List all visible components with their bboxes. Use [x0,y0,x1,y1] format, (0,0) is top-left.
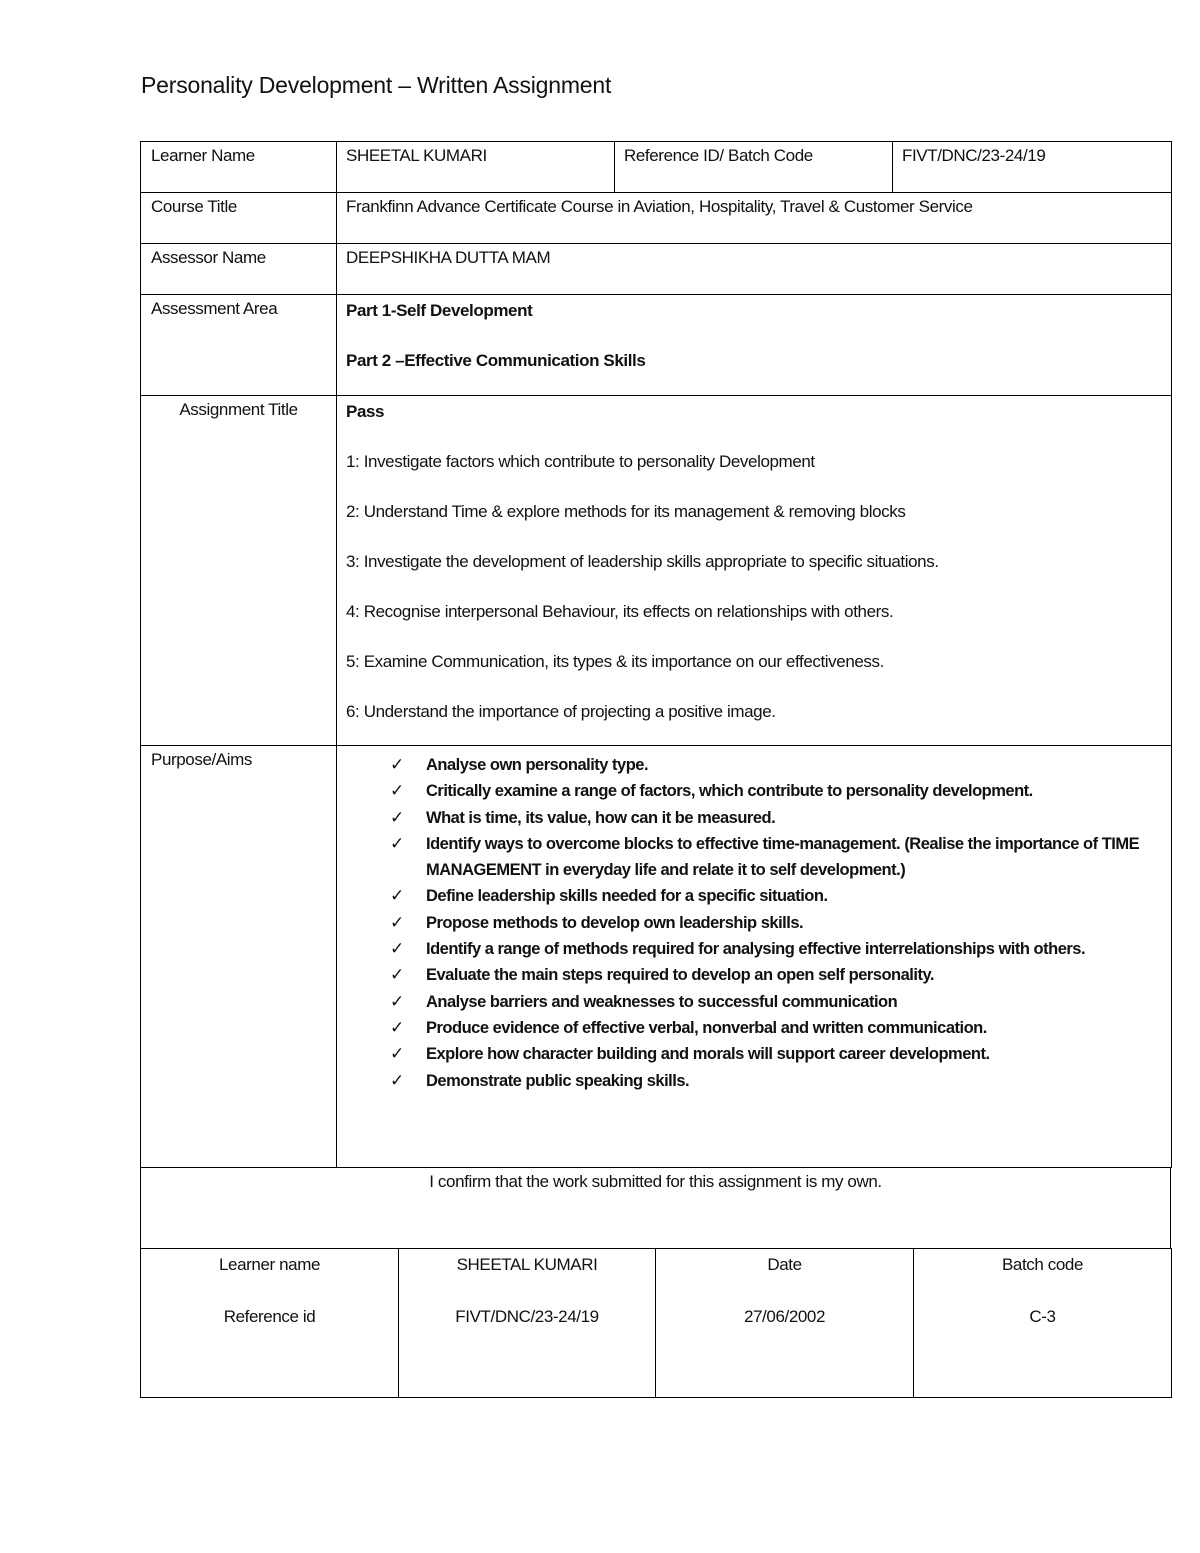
purpose-value [337,746,1172,1168]
assignment-item: 6: Understand the importance of projecting a positive image. [346,702,776,721]
aims-list [346,752,1162,1094]
reference-id-value: FIVT/DNC/23-24/19 [455,1307,599,1326]
assignment-title-value [337,396,1172,746]
reference-value: FIVT/DNC/23-24/19 [893,142,1172,193]
course-title-value: Frankfinn Advance Certificate Course in Aviation, Hospitality, Travel & Customer Service [337,193,1172,244]
assignment-item: 5: Examine Communication, its types & its importance on our effectiveness. [346,652,884,671]
purpose-label: Purpose/Aims [141,746,337,1168]
assignment-item: 3: Investigate the development of leadership skills appropriate to specific situations. [346,552,939,571]
aim-item: ✓ What is time, its value, how can it be measured. [390,805,1162,831]
assessment-part-2: Part 2 –Effective Communication Skills [346,351,646,370]
learner-name-label: Learner name [218,1255,321,1274]
assessor-row [141,244,1172,295]
date-value: 27/06/2002 [743,1307,826,1326]
assessment-area-value [337,295,1172,396]
purpose-row [141,746,1172,1168]
aim-item: ✓ Analyse barriers and weaknesses to successful communication [390,989,1162,1015]
date-label: Date [767,1255,802,1274]
signoff-row [141,1249,1172,1398]
assessor-value: DEEPSHIKHA DUTTA MAM [337,244,1172,295]
assignment-info-table [140,141,1172,1168]
checkmark-icon: ✓ [390,807,404,828]
aim-item: ✓ Demonstrate public speaking skills. [390,1068,1162,1094]
signoff-date-cell [656,1249,914,1398]
aim-item: ✓ Critically examine a range of factors, which contribute to personality development. [390,778,1162,804]
checkmark-icon: ✓ [390,1017,404,1038]
checkmark-icon: ✓ [390,755,404,775]
assessment-area-label: Assessment Area [141,295,337,396]
signoff-name-cell [399,1249,656,1398]
aim-item: ✓ Define leadership skills needed for a specific situation. [390,883,1162,909]
aim-item: ✓ Produce evidence of effective verbal, nonverbal and written communication. [390,1015,1162,1041]
learner-row [141,142,1172,193]
aim-item: ✓ Propose methods to develop own leadership skills. [390,910,1162,936]
page-title: Personality Development – Written Assignment [141,72,612,98]
aim-item: ✓ Identify ways to overcome blocks to effective time-management. (Realise the importance of TIME MANAGEMENT in everyday life and relate it to self development.) [390,831,1162,884]
assignment-title-row [141,396,1172,746]
batch-code-value: C-3 [1029,1307,1056,1326]
assessor-label: Assessor Name [141,244,337,295]
signoff-table [140,1248,1172,1398]
checkmark-icon: ✓ [390,886,404,907]
assignment-item: 2: Understand Time & explore methods for its management & removing blocks [346,502,906,521]
checkmark-icon: ✓ [390,991,404,1012]
signoff-batch-cell [914,1249,1172,1398]
signoff-learner-cell [141,1249,399,1398]
checkmark-icon: ✓ [390,1044,404,1065]
aim-item: ✓ Identify a range of methods required for analysing effective interrelationships with others. [390,936,1162,962]
batch-code-label: Batch code [1001,1255,1084,1274]
checkmark-icon: ✓ [390,1070,404,1091]
learner-name-value: SHEETAL KUMARI [456,1255,598,1274]
checkmark-icon: ✓ [390,912,404,933]
checkmark-icon: ✓ [390,965,404,986]
assignment-pass-heading: Pass [346,402,385,421]
assignment-title-label: Assignment Title [141,396,337,746]
checkmark-icon: ✓ [390,781,404,802]
course-row [141,193,1172,244]
checkmark-icon: ✓ [390,939,404,960]
course-title-label: Course Title [141,193,337,244]
aim-item: ✓ Analyse own personality type. [390,752,1162,778]
reference-id-label: Reference id [223,1307,316,1326]
learner-name-label: Learner Name [141,142,337,193]
aim-item: ✓ Evaluate the main steps required to develop an open self personality. [390,962,1162,988]
learner-name-value: SHEETAL KUMARI [337,142,615,193]
assessment-area-row [141,295,1172,396]
aim-item: ✓ Explore how character building and morals will support career development. [390,1041,1162,1067]
assignment-item: 4: Recognise interpersonal Behaviour, its effects on relationships with others. [346,602,894,621]
reference-label: Reference ID/ Batch Code [615,142,893,193]
confirmation-statement: I confirm that the work submitted for this assignment is my own. [140,1168,1171,1249]
assignment-item: 1: Investigate factors which contribute to personality Development [346,452,815,471]
assessment-part-1: Part 1-Self Development [346,301,533,320]
checkmark-icon: ✓ [390,833,404,854]
